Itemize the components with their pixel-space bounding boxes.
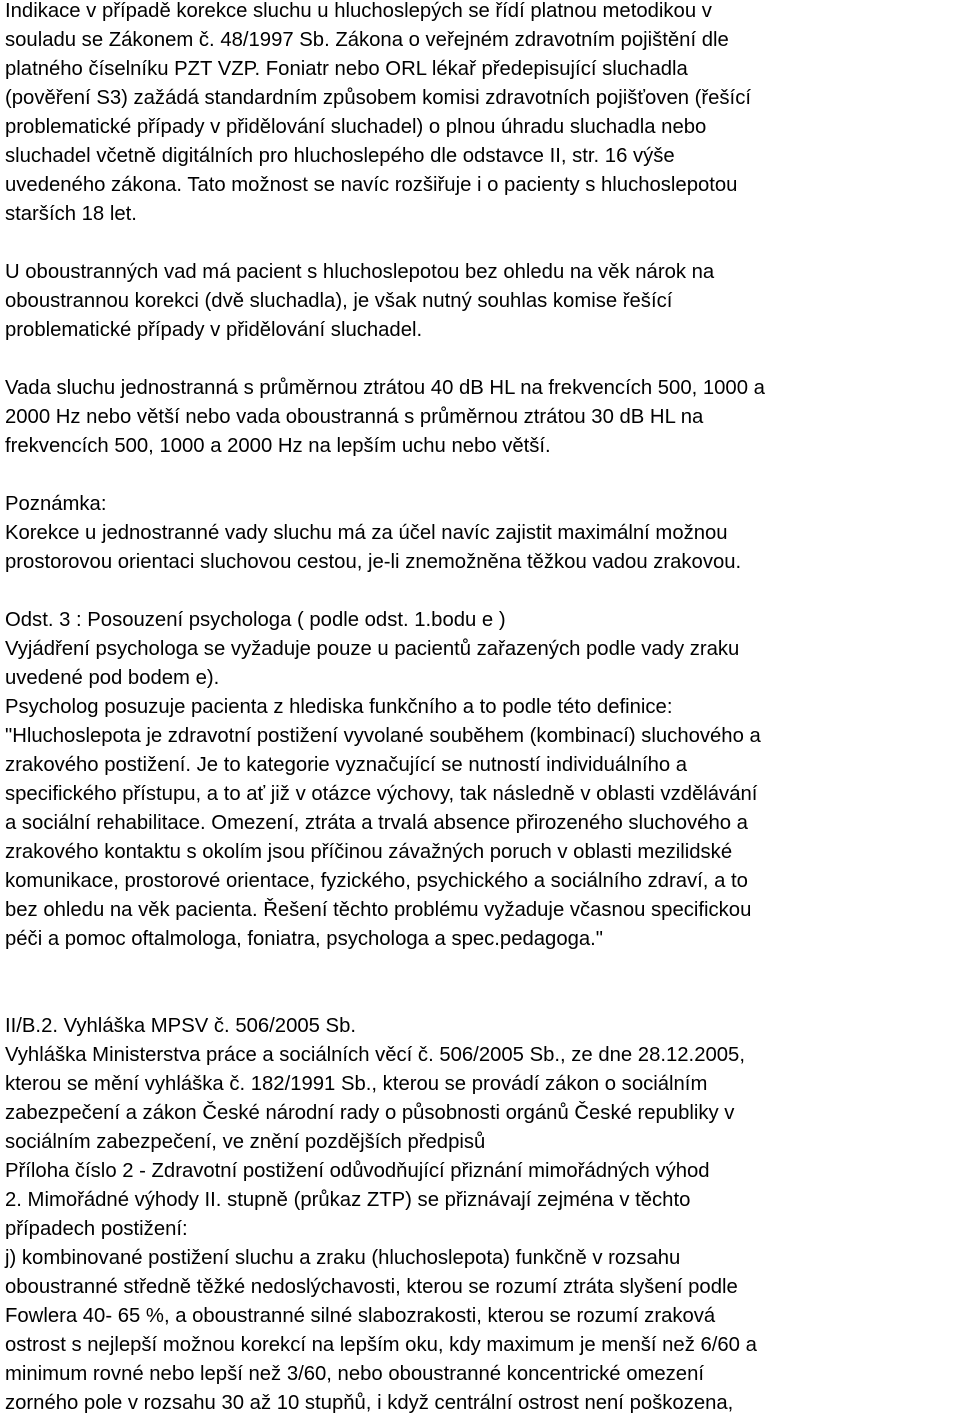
text-line: a sociální rehabilitace. Omezení, ztráta a trvalá absence přirozeného sluchového a — [5, 812, 748, 834]
paragraph-bilateral-defects — [5, 258, 957, 345]
paragraph-hearing-loss-criteria — [5, 374, 957, 461]
text-line: "Hluchoslepota je zdravotní postižení vyvolané souběhem (kombinací) sluchového a — [5, 725, 761, 747]
text-line: Fowlera 40- 65 %, a oboustranné silné slabozrakosti, kterou se rozumí zraková — [5, 1305, 716, 1327]
text-line: minimum rovné nebo lepší než 3/60, nebo oboustranné koncentrické omezení — [5, 1363, 704, 1385]
text-line: komunikace, prostorové orientace, fyzického, psychického a sociálního zdraví, a to — [5, 870, 748, 892]
text-line: starších 18 let. — [5, 203, 137, 225]
text-line: problematické případy v přidělování sluchadel. — [5, 319, 423, 341]
paragraph-spacer — [5, 461, 957, 490]
text-line: bez ohledu na věk pacienta. Řešení těchto problému vyžaduje včasnou specifickou — [5, 899, 752, 921]
text-line: 2000 Hz nebo větší nebo vada oboustranná s průměrnou ztrátou 30 dB HL na — [5, 406, 704, 428]
text-line: U oboustranných vad má pacient s hluchoslepotou bez ohledu na věk nárok na — [5, 261, 715, 283]
text-line: prostorovou orientaci sluchovou cestou, je-li znemožněna těžkou vadou zrakovou. — [5, 551, 742, 573]
text-line: sluchadel včetně digitálních pro hluchoslepého dle odstavce II, str. 16 výše — [5, 145, 675, 167]
section-heading: Odst. 3 : Posouzení psychologa ( podle odst. 1.bodu e ) — [5, 609, 506, 631]
text-line: frekvencích 500, 1000 a 2000 Hz na lepším uchu nebo větší. — [5, 435, 551, 457]
text-line: zrakového kontaktu s okolím jsou příčinou závažných poruch v oblasti mezilidské — [5, 841, 733, 863]
text-line: Vyhláška Ministerstva práce a sociálních věcí č. 506/2005 Sb., ze dne 28.12.2005, — [5, 1044, 745, 1066]
text-line: specifického přístupu, a to ať již v otázce výchovy, tak následně v oblasti vzdělávání — [5, 783, 758, 805]
text-line: Indikace v případě korekce sluchu u hluchoslepých se řídí platnou metodikou v — [5, 0, 712, 22]
section-heading: II/B.2. Vyhláška MPSV č. 506/2005 Sb. — [5, 1015, 356, 1037]
paragraph-spacer — [5, 345, 957, 374]
paragraph-hearing-correction-indication — [5, 0, 957, 229]
paragraph-note — [5, 490, 957, 577]
text-line: Vyjádření psychologa se vyžaduje pouze u pacientů zařazených podle vady zraku — [5, 638, 740, 660]
text-line: 2. Mimořádné výhody II. stupně (průkaz ZTP) se přiznávají zejména v těchto — [5, 1189, 691, 1211]
paragraph-spacer — [5, 577, 957, 606]
text-line: souladu se Zákonem č. 48/1997 Sb. Zákona o veřejném zdravotním pojištění dle — [5, 29, 729, 51]
note-heading: Poznámka: — [5, 493, 107, 515]
text-line: platného číselníku PZT VZP. Foniatr nebo ORL lékař předepisující sluchadla — [5, 58, 688, 80]
text-line: Korekce u jednostranné vady sluchu má za účel navíc zajistit maximální možnou — [5, 522, 728, 544]
text-line: uvedené pod bodem e). — [5, 667, 220, 689]
paragraph-decree-mpsv — [5, 1012, 957, 1418]
text-line: ostrost s nejlepší možnou korekcí na lepším oku, kdy maximum je menší než 6/60 a — [5, 1334, 757, 1356]
text-line: zorného pole v rozsahu 30 až 10 stupňů, i když centrální ostrost není poškozena, — [5, 1392, 734, 1414]
paragraph-psychologist-assessment — [5, 606, 957, 954]
text-line: uvedeného zákona. Tato možnost se navíc rozšiřuje i o pacienty s hluchoslepotou — [5, 174, 738, 196]
text-line: sociálním zabezpečení, ve znění pozdějších předpisů — [5, 1131, 486, 1153]
text-line: případech postižení: — [5, 1218, 188, 1240]
text-line: zrakového postižení. Je to kategorie vyznačující se nutností individuálního a — [5, 754, 688, 776]
text-line: Příloha číslo 2 - Zdravotní postižení odůvodňující přiznání mimořádných výhod — [5, 1160, 710, 1182]
text-line: oboustrannou korekci (dvě sluchadla), je však nutný souhlas komise řešící — [5, 290, 673, 312]
text-line: j) kombinované postižení sluchu a zraku (hluchoslepota) funkčně v rozsahu — [5, 1247, 681, 1269]
text-line: kterou se mění vyhláška č. 182/1991 Sb., kterou se provádí zákon o sociálním — [5, 1073, 708, 1095]
text-line: problematické případy v přidělování sluchadel) o plnou úhradu sluchadla nebo — [5, 116, 707, 138]
text-line: péči a pomoc oftalmologa, foniatra, psychologa a spec.pedagoga." — [5, 928, 603, 950]
text-line: zabezpečení a zákon České národní rady o působnosti orgánů České republiky v — [5, 1102, 735, 1124]
text-line: (pověření S3) zažádá standardním způsobem komisi zdravotních pojišťoven (řešící — [5, 87, 751, 109]
paragraph-spacer — [5, 954, 957, 1012]
paragraph-spacer — [5, 229, 957, 258]
text-line: oboustranné středně těžké nedoslýchavosti, kterou se rozumí ztráta slyšení podle — [5, 1276, 738, 1298]
text-line: Psycholog posuzuje pacienta z hlediska funkčního a to podle této definice: — [5, 696, 673, 718]
document-page — [5, 0, 957, 1418]
text-line: Vada sluchu jednostranná s průměrnou ztrátou 40 dB HL na frekvencích 500, 1000 a — [5, 377, 765, 399]
